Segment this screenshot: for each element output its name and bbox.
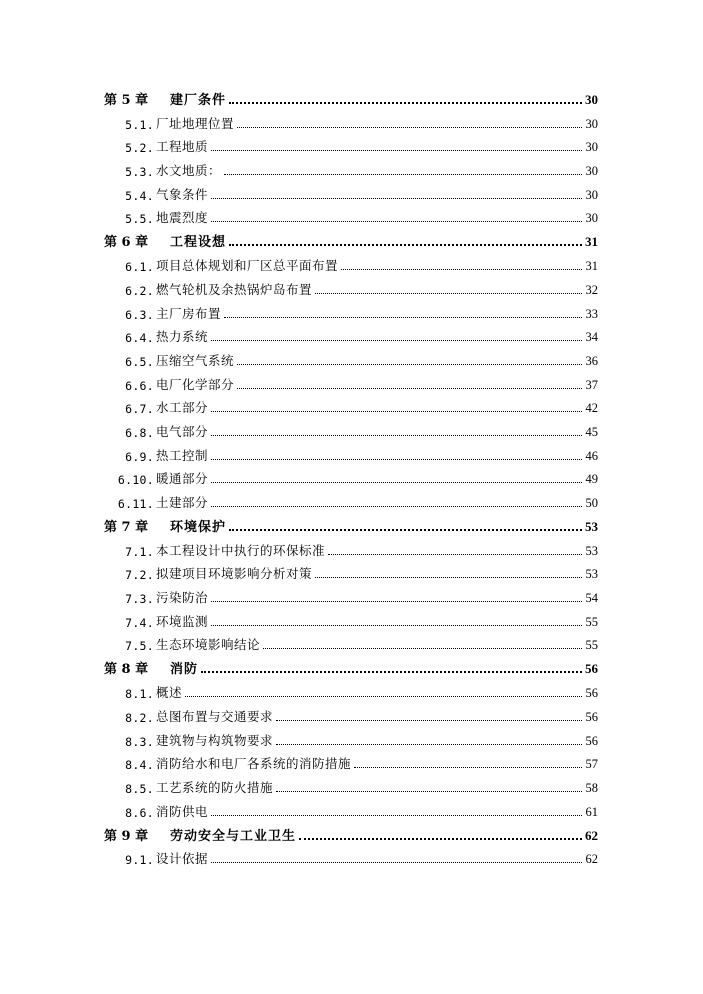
section-number: 6.10.	[117, 473, 154, 488]
page-number: 58	[585, 780, 598, 795]
dot-leader	[224, 174, 582, 175]
toc-section-entry[interactable]	[104, 393, 598, 417]
section-number: 7.2.	[125, 568, 154, 583]
page-number: 30	[585, 187, 598, 202]
dot-leader	[211, 815, 582, 816]
toc-section-entry[interactable]	[104, 606, 598, 630]
section-title: 消防供电	[156, 803, 209, 819]
section-number: 5.2.	[125, 141, 154, 156]
toc-section-entry[interactable]	[104, 772, 598, 796]
page-number: 37	[585, 377, 598, 392]
section-number: 5.4.	[125, 188, 154, 203]
chapter-number: 第 7 章	[104, 520, 149, 535]
section-title: 概述	[156, 685, 183, 701]
section-number: 5.5.	[125, 212, 154, 227]
section-title: 水工部分	[156, 400, 209, 416]
dot-leader	[211, 150, 582, 151]
toc-section-entry[interactable]	[104, 132, 598, 156]
dot-leader	[211, 411, 582, 412]
section-title: 项目总体规划和厂区总平面布置	[156, 258, 339, 274]
page-number: 56	[585, 709, 598, 724]
toc-section-entry[interactable]	[104, 464, 598, 488]
section-number: 6.7.	[125, 402, 154, 417]
chapter-title: 环境保护	[170, 520, 227, 535]
section-title: 拟建项目环境影响分析对策	[156, 566, 313, 582]
dot-leader	[224, 317, 582, 318]
section-title: 热力系统	[156, 329, 209, 345]
section-number: 5.1.	[125, 117, 154, 132]
section-title: 电气部分	[156, 423, 209, 439]
section-title: 水文地质：	[156, 163, 222, 179]
toc-section-entry[interactable]	[104, 796, 598, 820]
section-number: 9.1.	[125, 853, 154, 868]
page-number: 49	[585, 472, 598, 487]
dot-leader	[201, 671, 582, 673]
section-number: 8.3.	[125, 734, 154, 749]
toc-section-entry[interactable]	[104, 345, 598, 369]
dot-leader	[211, 625, 582, 626]
section-title: 工艺系统的防火措施	[156, 779, 274, 795]
toc-section-entry[interactable]	[104, 535, 598, 559]
section-number: 7.1.	[125, 544, 154, 559]
chapter-title: 建厂条件	[170, 93, 227, 108]
page-number: 57	[585, 757, 598, 772]
section-title: 土建部分	[156, 495, 209, 510]
chapter-number: 第 6 章	[104, 235, 149, 251]
section-title: 生态环境影响结论	[156, 637, 261, 653]
page-number: 30	[585, 164, 598, 179]
page-number: 30	[585, 140, 598, 155]
section-number: 6.8.	[125, 425, 154, 440]
page-number: 62	[585, 852, 598, 867]
page-number: 31	[585, 234, 598, 250]
dot-leader	[315, 293, 582, 294]
section-number: 5.3.	[125, 165, 154, 180]
dot-leader	[211, 506, 582, 507]
page-number: 46	[585, 448, 598, 463]
toc-section-entry[interactable]	[104, 250, 598, 274]
table-of-contents	[104, 84, 598, 867]
section-number: 6.3.	[125, 307, 154, 322]
toc-chapter-entry[interactable]	[104, 511, 598, 535]
dot-leader	[315, 577, 582, 578]
page-number: 53	[585, 519, 598, 534]
toc-section-entry[interactable]	[104, 487, 598, 511]
toc-section-entry[interactable]	[104, 440, 598, 464]
page-number: 30	[585, 116, 598, 131]
page-number: 56	[585, 686, 598, 701]
page-number: 31	[585, 259, 598, 274]
page-number: 56	[585, 661, 598, 677]
page-number: 34	[585, 330, 598, 345]
section-number: 8.4.	[125, 758, 154, 773]
toc-section-entry[interactable]	[104, 749, 598, 773]
dot-leader	[354, 767, 582, 768]
toc-section-entry[interactable]	[104, 677, 598, 701]
section-number: 8.6.	[125, 805, 154, 820]
dot-leader	[211, 459, 582, 460]
dot-leader	[229, 102, 582, 104]
dot-leader	[211, 435, 582, 436]
dot-leader	[229, 529, 582, 531]
dot-leader	[276, 720, 582, 721]
dot-leader	[185, 696, 582, 697]
section-title: 主厂房布置	[156, 305, 222, 321]
section-number: 6.11.	[117, 497, 154, 511]
section-title: 厂址地理位置	[156, 115, 235, 131]
page-number: 55	[585, 638, 598, 653]
section-title: 环境监测	[156, 613, 209, 629]
page-number: 33	[585, 306, 598, 321]
chapter-number: 第 9 章	[104, 828, 149, 844]
section-number: 7.3.	[125, 592, 154, 607]
toc-chapter-entry[interactable]	[104, 226, 598, 250]
page-number: 42	[585, 401, 598, 416]
section-number: 6.5.	[125, 354, 154, 369]
toc-chapter-entry[interactable]	[104, 653, 598, 677]
toc-section-entry[interactable]	[104, 322, 598, 346]
section-number: 6.2.	[125, 283, 154, 298]
dot-leader	[211, 340, 582, 341]
dot-leader	[276, 744, 582, 745]
page-number: 32	[585, 282, 598, 297]
toc-section-entry[interactable]	[104, 369, 598, 393]
toc-section-entry[interactable]	[104, 416, 598, 440]
section-number: 6.4.	[125, 331, 154, 346]
section-title: 建筑物与构筑物要求	[156, 732, 274, 748]
toc-section-entry[interactable]	[104, 155, 598, 179]
dot-leader	[211, 601, 582, 602]
dot-leader	[229, 244, 582, 246]
dot-leader	[211, 862, 582, 863]
dot-leader	[299, 838, 582, 840]
dot-leader	[341, 269, 582, 270]
chapter-title: 工程设想	[170, 235, 227, 251]
section-number: 6.1.	[125, 260, 154, 275]
section-title: 热工控制	[156, 447, 209, 463]
section-title: 本工程设计中执行的环保标准	[156, 542, 326, 558]
page-number: 45	[585, 424, 598, 439]
section-title: 燃气轮机及余热锅炉岛布置	[156, 281, 313, 297]
toc-section-entry[interactable]	[104, 274, 598, 298]
dot-leader	[237, 364, 582, 365]
toc-section-entry[interactable]	[104, 701, 598, 725]
section-number: 6.9.	[125, 449, 154, 464]
section-number: 7.4.	[125, 615, 154, 630]
page-number: 55	[585, 614, 598, 629]
section-title: 污染防治	[156, 590, 209, 606]
page-number: 36	[585, 353, 598, 368]
page-number: 30	[585, 92, 598, 107]
toc-section-entry[interactable]	[104, 108, 598, 132]
dot-leader	[237, 388, 582, 389]
section-number: 6.6.	[125, 378, 154, 393]
toc-section-entry[interactable]	[104, 203, 598, 227]
dot-leader	[263, 648, 582, 649]
section-number: 7.5.	[125, 639, 154, 654]
section-number: 8.2.	[125, 710, 154, 725]
toc-section-entry[interactable]	[104, 559, 598, 583]
page-number: 61	[585, 804, 598, 819]
dot-leader	[237, 127, 582, 128]
section-title: 电厂化学部分	[156, 376, 235, 392]
section-title: 工程地质	[156, 139, 209, 155]
section-title: 设计依据	[156, 851, 209, 867]
dot-leader	[276, 791, 582, 792]
page-number: 54	[585, 591, 598, 606]
page-number: 56	[585, 733, 598, 748]
page-number: 50	[585, 496, 598, 510]
section-title: 消防给水和电厂各系统的消防措施	[156, 756, 352, 772]
chapter-number: 第 5 章	[104, 93, 149, 108]
toc-section-entry[interactable]	[104, 725, 598, 749]
section-title: 暖通部分	[156, 471, 209, 487]
section-title: 地震烈度	[156, 210, 209, 226]
section-title: 总图布置与交通要求	[156, 708, 274, 724]
toc-section-entry[interactable]	[104, 179, 598, 203]
dot-leader	[211, 221, 582, 222]
chapter-title: 消防	[170, 662, 199, 678]
toc-section-entry[interactable]	[104, 630, 598, 654]
section-number: 8.1.	[125, 687, 154, 702]
toc-section-entry[interactable]	[104, 582, 598, 606]
page-number: 62	[585, 827, 598, 843]
section-title: 压缩空气系统	[156, 352, 235, 368]
dot-leader	[328, 554, 582, 555]
dot-leader	[211, 482, 582, 483]
page-number: 53	[585, 567, 598, 582]
chapter-title: 劳动安全与工业卫生	[170, 828, 297, 844]
toc-chapter-entry[interactable]	[104, 820, 598, 844]
toc-chapter-entry[interactable]	[104, 84, 598, 108]
section-title: 气象条件	[156, 186, 209, 202]
toc-section-entry[interactable]	[104, 298, 598, 322]
chapter-number: 第 8 章	[104, 662, 149, 678]
section-number: 8.5.	[125, 781, 154, 796]
page-number: 30	[585, 211, 598, 226]
toc-section-entry[interactable]	[104, 844, 598, 868]
dot-leader	[211, 198, 582, 199]
page-number: 53	[585, 543, 598, 558]
